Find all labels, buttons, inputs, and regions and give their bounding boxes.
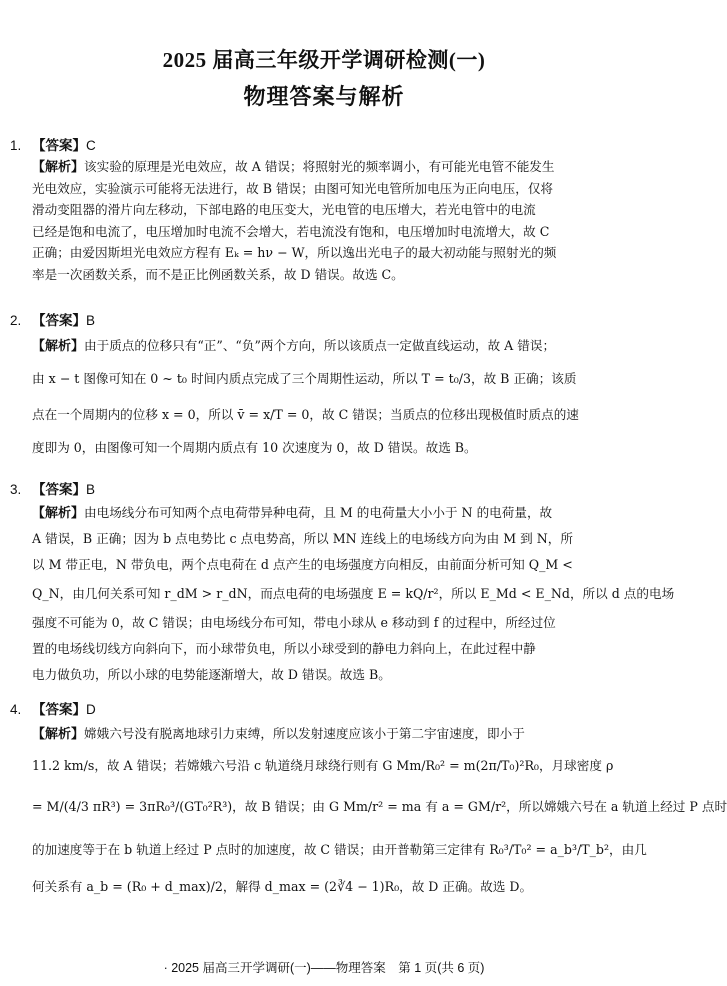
analysis-line: 度即为 0，由图像可知一个周期内质点有 10 次速度为 0，故 D 错误。故选 B。 xyxy=(32,440,477,455)
analysis-line: 正确；由爱因斯坦光电效应方程有 Eₖ = hν − W，所以逸出光电子的最大初动能与照射光的频 xyxy=(32,245,557,261)
question-number: 4. xyxy=(10,702,22,717)
analysis-line: Q_N，由几何关系可知 r_dM > r_dN，而点电荷的电场强度 E = kQ/r²，所以 E_Md < E_Nd，所以 d 点的电场 xyxy=(32,586,675,601)
analysis-line: 11.2 km/s，故 A 错误；若嫦娥六号沿 c 轨道绕月球绕行则有 G Mm/R₀² = m(2π/T₀)²R₀，月球密度 ρ xyxy=(32,758,614,773)
analysis-line: 的加速度等于在 b 轨道上经过 P 点时的加速度，故 C 错误；由开普勒第三定律有 R₀³/T₀² = a_b³/T_b²，由几 xyxy=(32,842,647,857)
answer-value: D xyxy=(86,702,96,717)
analysis-line: 【解析】由于质点的位移只有“正”、“负”两个方向，所以该质点一定做直线运动，故 A 错误； xyxy=(32,338,556,353)
answer-label: 【答案】 xyxy=(32,313,86,328)
question-number: 1. xyxy=(10,138,22,153)
document-title: 2025 届高三年级开学调研检测(一) xyxy=(162,48,486,72)
answer-line xyxy=(10,311,638,331)
analysis-label: 【解析】 xyxy=(32,726,85,741)
answer-line xyxy=(10,480,638,500)
analysis-line: 率是一次函数关系，而不是正比例函数关系，故 D 错误。故选 C。 xyxy=(32,266,404,282)
question-1 xyxy=(10,136,638,286)
analysis-line: 【解析】嫦娥六号没有脱离地球引力束缚，所以发射速度应该小于第二宇宙速度，即小于 xyxy=(32,726,525,741)
question-number: 2. xyxy=(10,313,22,328)
answer-value: B xyxy=(86,313,96,328)
document-subtitle: 物理答案与解析 xyxy=(243,84,405,109)
answer-label: 【答案】 xyxy=(32,702,86,717)
page-footer: · 2025 届高三开学调研(一)——物理答案 第 1 页(共 6 页) xyxy=(163,961,485,975)
analysis-line: 电力做负功，所以小球的电势能逐渐增大，故 D 错误。故选 B。 xyxy=(32,667,391,682)
answer-line xyxy=(10,136,638,156)
answer-label: 【答案】 xyxy=(32,482,86,497)
analysis-block xyxy=(32,156,638,286)
answer-value: B xyxy=(86,482,96,497)
question-2 xyxy=(10,311,638,463)
analysis-line: 何关系有 a_b = (R₀ + d_max)/2，解得 d_max = (2∛4 − 1)R₀，故 D 正确。故选 D。 xyxy=(32,879,533,894)
answer-label: 【答案】 xyxy=(32,138,86,153)
analysis-line: A 错误，B 正确；因为 b 点电势比 c 点电势高，所以 MN 连线上的电场线方向为由 M 到 N，所 xyxy=(32,531,573,546)
analysis-line: 点在一个周期内的位移 x = 0，所以 v̄ = x/T = 0，故 C 错误；当质点的位移出现极值时质点的速 xyxy=(32,407,579,422)
analysis-line: = M/(4/3 πR³) = 3πR₀³/(GT₀²R³)，故 B 错误；由 G Mm/r² = ma 有 a = GM/r²，所以嫦娥六号在 a 轨道上经过 P 点时 xyxy=(32,799,727,814)
analysis-line: 置的电场线切线方向斜向下，而小球带负电，所以小球受到的静电力斜向上，在此过程中静 xyxy=(32,641,536,656)
answer-line xyxy=(10,700,638,720)
question-3 xyxy=(10,480,675,688)
analysis-line: 已经是饱和电流了，电压增加时电流不会增大，若电流没有饱和，电压增加时电流增大，故 C xyxy=(32,223,550,239)
analysis-label: 【解析】 xyxy=(32,505,85,520)
question-number: 3. xyxy=(10,482,22,497)
analysis-label: 【解析】 xyxy=(32,338,85,353)
analysis-line: 由 x − t 图像可知在 0 ~ t₀ 时间内质点完成了三个周期性运动，所以 T = t₀/3，故 B 正确；该质 xyxy=(32,371,577,386)
question-4 xyxy=(10,700,727,904)
analysis-block xyxy=(32,720,727,904)
analysis-line: 强度不可能为 0，故 C 错误；由电场线分布可知，带电小球从 e 移动到 f 的过程中，所经过位 xyxy=(32,615,556,630)
analysis-line: 【解析】该实验的原理是光电效应，故 A 错误；将照射光的频率调小，有可能光电管不能发生 xyxy=(32,159,555,174)
answer-value: C xyxy=(86,138,96,153)
analysis-label: 【解析】 xyxy=(32,159,85,174)
analysis-line: 光电效应，实验演示可能将无法进行，故 B 错误；由图可知光电管所加电压为正向电压，仅将 xyxy=(32,180,554,196)
analysis-line: 以 M 带正电，N 带负电，两个点电荷在 d 点产生的电场强度方向相反，由前面分析可知 Q_M < xyxy=(32,557,573,572)
analysis-line: 【解析】由电场线分布可知两个点电荷带异种电荷，且 M 的电荷量大小小于 N 的电荷量，故 xyxy=(32,505,553,520)
analysis-block xyxy=(32,500,675,688)
analysis-block xyxy=(32,331,638,463)
analysis-line: 滑动变阻器的滑片向左移动，下部电路的电压变大，光电管的电压增大，若光电管中的电流 xyxy=(32,202,536,218)
